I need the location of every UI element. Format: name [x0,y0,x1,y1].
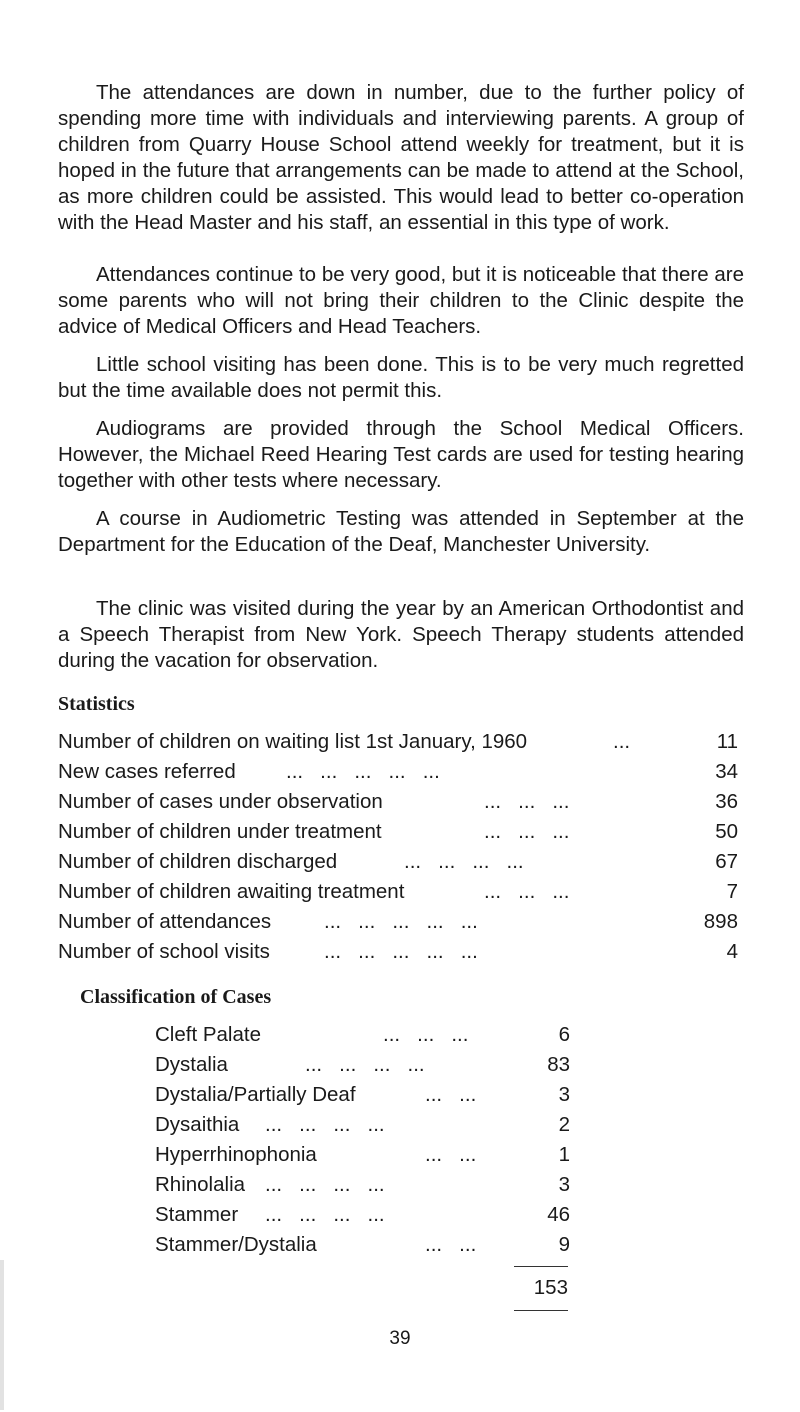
class-label: Dysaithia [155,1113,240,1136]
page-number: 39 [389,1328,411,1349]
stat-value: 50 [715,820,738,843]
stat-row [58,879,738,905]
stat-label: Number of children awaiting treatment [58,880,405,903]
leader-dots: ... ... ... ... ... [324,910,478,933]
class-value: 9 [558,1233,570,1256]
stat-value: 34 [715,760,738,783]
stat-value: 898 [703,910,738,933]
class-label: Dystalia/Partially Deaf [155,1083,356,1106]
class-row [155,1112,570,1138]
stat-label: Number of children on waiting list 1st January, 1960 [58,730,528,753]
stat-value: 67 [715,850,738,873]
paragraph-clinic-visit: The clinic was visited during the year by an American Orthodontist and a Speech Therapist from New York. Speech Therapy students attended during the vacation for observation. [58,597,744,672]
stat-row [58,939,738,965]
class-row [155,1142,570,1168]
class-label: Stammer [155,1203,239,1226]
class-row [155,1232,570,1258]
leader-dots: ... ... ... ... [265,1173,385,1196]
leader-dots: ... ... [425,1233,477,1256]
class-label: Hyperrhinophonia [155,1143,317,1166]
class-row [155,1052,570,1078]
class-row [155,1022,570,1048]
paragraph-school-visiting: Little school visiting has been done. This is to be very much regretted but the time available does not permit this. [58,353,744,402]
stat-value: 4 [726,940,738,963]
class-row [155,1202,570,1228]
classification-total: 153 [533,1276,568,1299]
class-label: Cleft Palate [155,1023,261,1046]
leader-dots: ... [613,730,631,753]
class-value: 46 [547,1203,570,1226]
stat-label: Number of children discharged [58,850,338,873]
stat-label: Number of children under treatment [58,820,382,843]
paragraph-attendances-policy: The attendances are down in number, due to the further policy of spending more time with individuals and interviewing parents. A group of children from Quarry House School attend weekly for treatment, but it is hoped in the future that arrangements can be made to attend at the School, as more children could be assisted. This would lead to better co-operation with the Head Master and his staff, an essential in this type of work. [58,81,744,234]
class-label: Rhinolalia [155,1173,246,1196]
stat-value: 7 [726,880,738,903]
leader-dots: ... ... ... ... ... [324,940,478,963]
leader-dots: ... ... ... ... [265,1203,385,1226]
stat-value: 11 [716,730,738,753]
class-label: Dystalia [155,1053,228,1076]
leader-dots: ... ... ... [383,1023,469,1046]
statistics-heading: Statistics [58,693,135,715]
class-value: 83 [547,1053,570,1076]
leader-dots: ... ... ... ... [305,1053,425,1076]
paragraph-audiograms: Audiograms are provided through the School Medical Officers. However, the Michael Reed Hearing Test cards are used for testing hearing together with other tests where necessary. [58,417,744,492]
leader-dots: ... ... ... [484,820,570,843]
class-row [155,1082,570,1108]
leader-dots: ... ... [425,1083,477,1106]
class-value: 6 [558,1023,570,1046]
leader-dots: ... ... [425,1143,477,1166]
stat-label: Number of cases under observation [58,790,383,813]
stat-value: 36 [715,790,738,813]
leader-dots: ... ... ... [484,790,570,813]
stat-label: Number of school visits [58,940,270,963]
class-value: 3 [558,1083,570,1106]
class-label: Stammer/Dystalia [155,1233,317,1256]
paragraph-attendances-good: Attendances continue to be very good, but it is noticeable that there are some parents who will not bring their children to the Clinic despite the advice of Medical Officers and Head Teachers. [58,263,744,338]
class-value: 3 [558,1173,570,1196]
class-value: 1 [558,1143,570,1166]
stat-row [58,759,738,785]
stat-row [58,909,738,935]
classification-heading: Classification of Cases [80,986,272,1008]
class-value: 2 [558,1113,570,1136]
stat-row [58,819,738,845]
stat-label: New cases referred [58,760,236,783]
total-rule-bottom [514,1310,568,1311]
paragraph-audiometric-course: A course in Audiometric Testing was attended in September at the Department for the Education of the Deaf, Manchester University. [58,507,744,556]
leader-dots: ... ... ... ... ... [286,760,440,783]
stat-row [58,789,738,815]
class-row [155,1172,570,1198]
leader-dots: ... ... ... [484,880,570,903]
stat-row [58,849,738,875]
scan-edge-shadow [0,1260,4,1410]
stat-row [58,729,738,755]
leader-dots: ... ... ... ... [404,850,524,873]
leader-dots: ... ... ... ... [265,1113,385,1136]
total-rule-top [514,1266,568,1267]
stat-label: Number of attendances [58,910,272,933]
